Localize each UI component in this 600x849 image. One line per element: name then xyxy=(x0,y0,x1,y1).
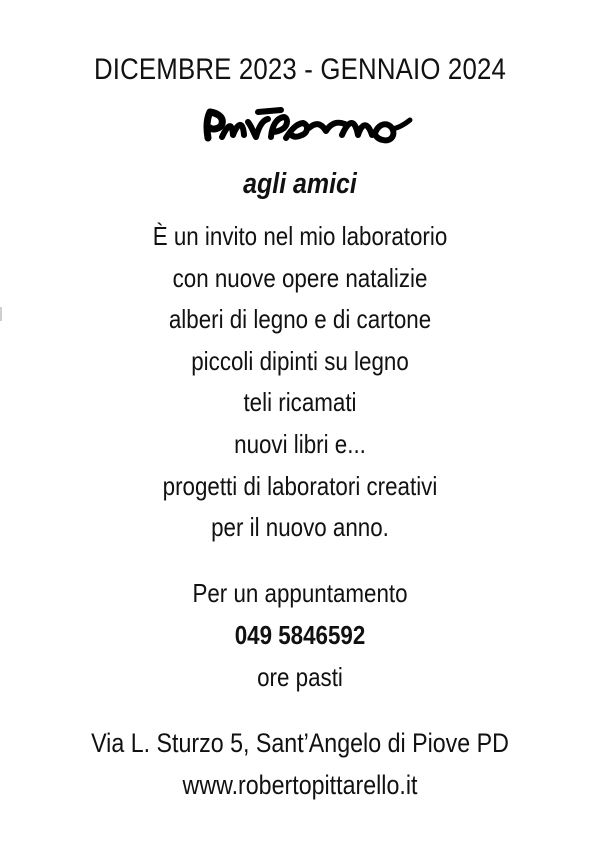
appointment-label: Per un appuntamento xyxy=(192,578,408,608)
invitation-line-5: teli ricamati xyxy=(243,387,357,417)
invitation-line-7: progetti di laboratori creativi xyxy=(162,471,438,501)
phone-number: 049 5846592 xyxy=(234,620,366,650)
invitation-line-8: per il nuovo anno. xyxy=(211,512,389,542)
invitation-line-3: alberi di legno e di cartone xyxy=(168,304,432,334)
invitation-line-2: con nuove opere natalizie xyxy=(172,263,428,293)
footer-address: Via L. Sturzo 5, Sant’Angelo di Piove PD xyxy=(91,728,509,758)
footer-website: www.robertopittarello.it xyxy=(182,770,418,800)
appointment-hours: ore pasti xyxy=(257,662,343,692)
date-range-heading: DICEMBRE 2023 - GENNAIO 2024 xyxy=(93,53,507,86)
greeting-heading: agli amici xyxy=(243,168,357,200)
invitation-line-1: È un invito nel mio laboratorio xyxy=(152,221,448,251)
left-edge-mark xyxy=(0,307,2,321)
invitation-line-4: piccoli dipinti su legno xyxy=(191,346,409,376)
signature-logo xyxy=(198,104,416,154)
invitation-line-6: nuovi libri e... xyxy=(234,429,366,459)
